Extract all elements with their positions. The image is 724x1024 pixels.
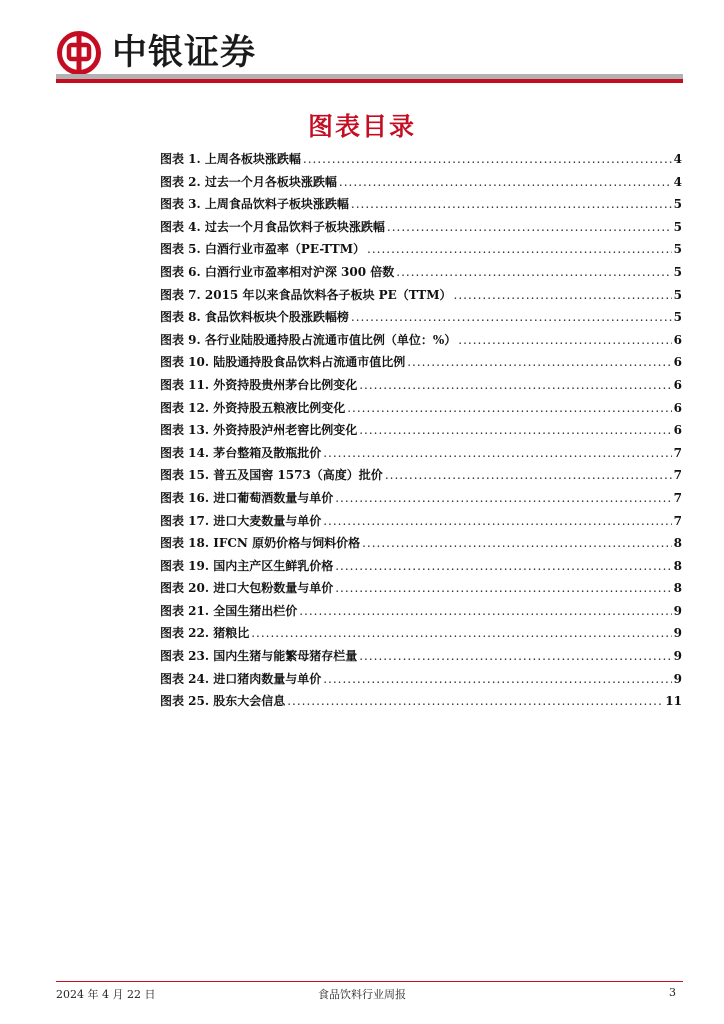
toc-dot-leader bbox=[323, 672, 671, 686]
toc-entry[interactable] bbox=[160, 670, 682, 693]
toc-entry[interactable] bbox=[160, 534, 682, 557]
toc-dot-leader bbox=[362, 536, 672, 550]
toc-dot-leader bbox=[287, 694, 663, 708]
toc-dot-leader bbox=[396, 265, 671, 279]
toc-title: 图表目录 bbox=[307, 112, 416, 141]
toc-entry-label: 图表 4. 过去一个月食品饮料子板块涨跌幅 bbox=[160, 219, 385, 234]
toc-entry-page: 9 bbox=[673, 649, 682, 664]
toc-entry-page: 5 bbox=[673, 242, 682, 257]
toc-entry-label: 图表 1. 上周各板块涨跌幅 bbox=[160, 152, 301, 166]
toc-entry[interactable] bbox=[160, 444, 682, 467]
toc-entry-page: 6 bbox=[673, 423, 682, 438]
toc-entry[interactable] bbox=[160, 286, 682, 309]
toc-entry-label: 图表 6. 白酒行业市盈率相对沪深 300 倍数 bbox=[160, 264, 395, 279]
toc-entry-page: 8 bbox=[673, 581, 682, 596]
toc-entry[interactable] bbox=[160, 579, 682, 602]
toc-dot-leader bbox=[351, 310, 672, 324]
toc-dot-leader bbox=[251, 626, 671, 640]
toc-entry-label: 图表 12. 外资持股五粮液比例变化 bbox=[160, 400, 346, 415]
footer-rule bbox=[56, 981, 683, 982]
toc-dot-leader bbox=[359, 423, 671, 437]
footer-report-name: 食品饮料行业周报 bbox=[318, 988, 406, 1001]
header-rule-red bbox=[56, 79, 683, 83]
toc-entry[interactable] bbox=[160, 240, 682, 263]
toc-entry[interactable] bbox=[160, 263, 682, 286]
toc-dot-leader bbox=[335, 581, 671, 595]
toc-entry[interactable] bbox=[160, 218, 682, 241]
toc-dot-leader bbox=[385, 468, 672, 482]
toc-dot-leader bbox=[299, 604, 671, 618]
brand-header bbox=[56, 30, 256, 76]
toc-entry-label: 图表 8. 食品饮料板块个股涨跌幅榜 bbox=[160, 310, 349, 325]
toc-dot-leader bbox=[387, 220, 672, 234]
toc-entry-page: 4 bbox=[673, 174, 682, 189]
footer-page-number: 3 bbox=[669, 986, 676, 999]
toc-entry-label: 图表 7. 2015 年以来食品饮料各子板块 PE（TTM） bbox=[160, 287, 452, 302]
brand-name: 中银证券 bbox=[112, 33, 257, 73]
toc-entry[interactable] bbox=[160, 308, 682, 331]
toc-entry-label: 图表 14. 茅台整箱及散瓶批价 bbox=[160, 445, 322, 460]
toc-entry-label: 图表 18. IFCN 原奶价格与饲料价格 bbox=[160, 536, 361, 551]
toc-entry[interactable] bbox=[160, 692, 682, 715]
toc-entry-label: 图表 24. 进口猪肉数量与单价 bbox=[160, 671, 322, 686]
toc-dot-leader bbox=[339, 175, 672, 189]
toc-entry-page: 8 bbox=[673, 536, 682, 551]
toc-dot-leader bbox=[359, 378, 671, 392]
footer-date: 2024 年 4 月 22 日 bbox=[56, 988, 156, 1001]
toc-dot-leader bbox=[454, 288, 672, 302]
toc-entry-label: 图表 10. 陆股通持股食品饮料占流通市值比例 bbox=[160, 355, 406, 370]
toc-entry-label: 图表 15. 普五及国窖 1573（高度）批价 bbox=[160, 468, 383, 483]
toc-entry-page: 6 bbox=[673, 377, 682, 392]
toc-dot-leader bbox=[335, 559, 671, 573]
toc-entry[interactable] bbox=[160, 173, 682, 196]
toc-dot-leader bbox=[351, 197, 672, 211]
toc-entry-label: 图表 22. 猪粮比 bbox=[160, 626, 250, 641]
toc-entry[interactable] bbox=[160, 512, 682, 535]
bank-of-china-logo-icon bbox=[56, 30, 102, 76]
toc-entry[interactable] bbox=[160, 647, 682, 670]
toc-entry[interactable] bbox=[160, 466, 682, 489]
toc-entry-label: 图表 2. 过去一个月各板块涨跌幅 bbox=[160, 174, 337, 189]
toc-entry[interactable] bbox=[160, 376, 682, 399]
toc-entry-page: 5 bbox=[673, 197, 682, 212]
toc-entry-page: 7 bbox=[673, 513, 682, 528]
toc-entry[interactable] bbox=[160, 353, 682, 376]
toc-entry-label: 图表 11. 外资持股贵州茅台比例变化 bbox=[160, 377, 358, 392]
toc-entry-label: 图表 21. 全国生猪出栏价 bbox=[160, 603, 298, 618]
toc-entry-page: 9 bbox=[673, 603, 682, 618]
toc-entry[interactable] bbox=[160, 557, 682, 580]
toc-entry-label: 图表 13. 外资持股泸州老窖比例变化 bbox=[160, 423, 358, 438]
toc-entry-page: 7 bbox=[673, 445, 682, 460]
toc-entry[interactable] bbox=[160, 150, 682, 173]
toc-entry[interactable] bbox=[160, 421, 682, 444]
toc-entry[interactable] bbox=[160, 399, 682, 422]
toc-entry[interactable] bbox=[160, 195, 682, 218]
toc-dot-leader bbox=[323, 446, 671, 460]
toc-entry-label: 图表 5. 白酒行业市盈率（PE-TTM） bbox=[160, 242, 365, 257]
toc-dot-leader bbox=[359, 649, 671, 663]
toc-entry-page: 7 bbox=[673, 468, 682, 483]
toc-entry[interactable] bbox=[160, 331, 682, 354]
toc-entry-page: 6 bbox=[673, 332, 682, 347]
toc-dot-leader bbox=[458, 333, 671, 347]
toc-entry-label: 图表 16. 进口葡萄酒数量与单价 bbox=[160, 490, 334, 505]
toc-dot-leader bbox=[347, 401, 671, 415]
toc-entry-page: 9 bbox=[673, 671, 682, 686]
toc-entry[interactable] bbox=[160, 489, 682, 512]
toc-entry-label: 图表 23. 国内生猪与能繁母猪存栏量 bbox=[160, 649, 358, 664]
toc-dot-leader bbox=[407, 355, 671, 369]
toc-list bbox=[160, 150, 682, 715]
toc-entry-label: 图表 17. 进口大麦数量与单价 bbox=[160, 513, 322, 528]
toc-entry-page: 11 bbox=[665, 694, 682, 709]
toc-entry-page: 5 bbox=[673, 310, 682, 325]
toc-entry-page: 6 bbox=[673, 355, 682, 370]
toc-entry-label: 图表 3. 上周食品饮料子板块涨跌幅 bbox=[160, 197, 349, 212]
toc-entry-label: 图表 20. 进口大包粉数量与单价 bbox=[160, 581, 334, 596]
toc-entry-page: 6 bbox=[673, 400, 682, 415]
toc-entry-page: 5 bbox=[673, 219, 682, 234]
toc-entry-label: 图表 25. 股东大会信息 bbox=[160, 694, 286, 709]
toc-entry[interactable] bbox=[160, 602, 682, 625]
toc-dot-leader bbox=[323, 514, 671, 528]
toc-entry-page: 9 bbox=[673, 626, 682, 641]
toc-entry-page: 7 bbox=[673, 490, 682, 505]
toc-entry[interactable] bbox=[160, 624, 682, 647]
toc-entry-label: 图表 19. 国内主产区生鲜乳价格 bbox=[160, 558, 334, 573]
toc-entry-page: 4 bbox=[673, 152, 682, 166]
toc-entry-page: 5 bbox=[673, 264, 682, 279]
toc-entry-page: 8 bbox=[673, 558, 682, 573]
toc-dot-leader bbox=[367, 242, 672, 256]
toc-entry-label: 图表 9. 各行业陆股通持股占流通市值比例（单位：%） bbox=[160, 332, 457, 347]
toc-dot-leader bbox=[335, 491, 671, 505]
toc-entry-page: 5 bbox=[673, 287, 682, 302]
toc-dot-leader bbox=[303, 152, 672, 166]
